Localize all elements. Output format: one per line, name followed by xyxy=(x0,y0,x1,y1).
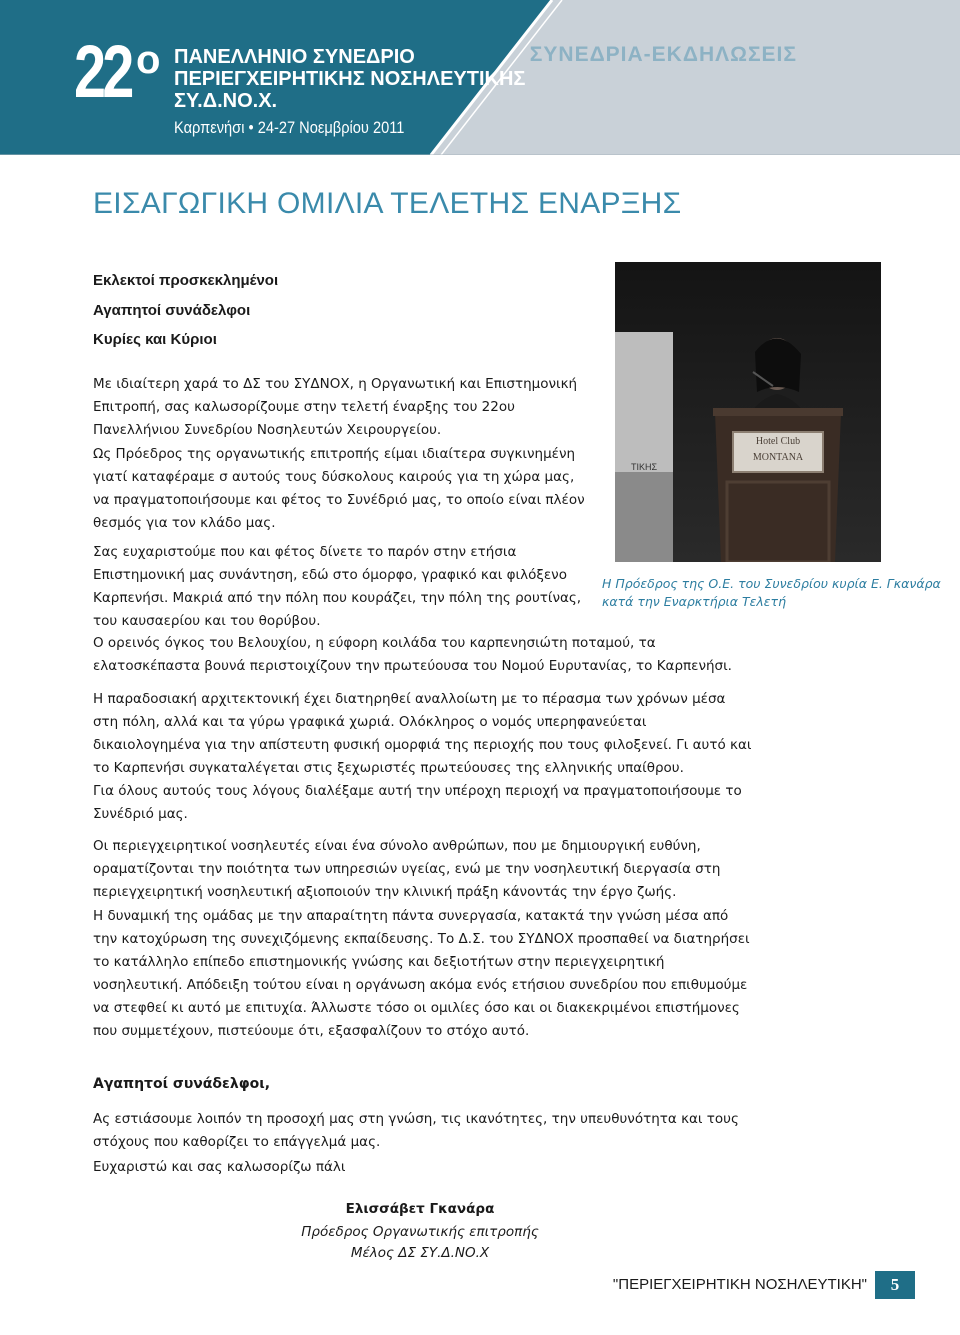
backdrop-text: ΤΙΚΗΣ xyxy=(630,462,658,472)
closing-paragraph: Ας εστιάσουμε λοιπόν τη προσοχή μας στη γνώση, τις ικανότητες, την υπευθυνότητα και τους στόχους που καθορίζει το επάγγελμά μας. xyxy=(93,1111,739,1150)
photo-caption: Η Πρόεδρος της Ο.Ε. του Συνεδρίου κυρία Ε. Γκανάρα κατά την Εναρκτήρια Τελετή xyxy=(602,576,941,609)
body-paragraph: Ο ορεινός όγκος του Βελουχίου, η εύφορη κοιλάδα του καρπενησιώτη ποταμού, τα ελατοσκέπαστα βουνά περιστοιχίζουν την πρωτεύουσα του Νομού Ευρυτανίας, το Καρπενήσι. xyxy=(93,635,732,674)
greeting-line: Κυρίες και Κύριοι xyxy=(93,331,217,348)
signature-role: Πρόεδρος Οργανωτικής επιτροπής xyxy=(301,1224,539,1240)
edition-number: 22 xyxy=(74,30,131,113)
greeting-line: Εκλεκτοί προσκεκλημένοι xyxy=(93,272,279,289)
lectern-sign: Hotel Club MONTANA xyxy=(752,436,804,463)
body-paragraph: Σας ευχαριστούμε που και φέτος δίνετε το παρόν στην ετήσια Επιστημονική μας συνάντηση, εδώ στο όμορφο, γραφικό και φιλόξενο Καρπενήσι. Μακριά από την πόλη που κουράζει, την πόλη της ρουτίνας, του καυσαερίου και του θορύβου. xyxy=(93,544,582,629)
greeting-line: Αγαπητοί συνάδελφοι xyxy=(93,302,251,319)
conference-location-date: Καρπενήσι • 24-27 Νοεμβρίου 2011 xyxy=(174,118,405,137)
page-number: 5 xyxy=(875,1271,915,1299)
section-label: ΣΥΝΕΔΡΙΑ-ΕΚΔΗΛΩΣΕΙΣ xyxy=(529,43,797,66)
body-paragraph: Ως Πρόεδρος της οργανωτικής επιτροπής είμαι ιδιαίτερα συγκινημένη γιατί καταφέραμε σ αυτούς τους δύσκολους καιρούς για τη χώρα μας, να πραγματοποιήσουμε και φέτος το Συνέδριό μας, το οποίο είναι πλέον θεσμός για τον κλάδο μας. xyxy=(93,446,585,531)
body-paragraph: Η δυναμική της ομάδας με την απαραίτητη πάντα συνεργασία, κατακτά την γνώση μέσα από την κατοχύρωση της συνεχιζόμενης εκπαίδευσης. Το Δ.Σ. του ΣΥΔΝΟΧ προσπαθεί να διατηρήσει το κατάλληλο επίπεδο επιστημονικής γνώσης και δεξιοτήτων στην περιεγχειρητική νοσηλευτική. Απόδειξη τούτου είναι η οργάνωση ακόμα ενός ετήσιου συνεδρίου που επιθυμούμε να στεφθεί κι αυτό με επιτυχία. Άλλωστε τόσο οι ομιλίες όσο και οι διακεκριμένοι επιστήμονες που συμμετέχουν, πιστεύουμε ότι, εξασφαλίζουν το στόχο αυτό. xyxy=(93,908,750,1039)
signature-name: Ελισσάβετ Γκανάρα xyxy=(345,1201,495,1217)
body-paragraph: Με ιδιαίτερη χαρά το ΔΣ του ΣΥΔΝΟΧ, η Οργανωτική και Επιστημονική Επιτροπή, σας καλωσορίζουμε στην τελετή έναρξης του 22ου Πανελλήνιου Συνεδρίου Νοσηλευτών Χειρουργείου. xyxy=(93,376,578,438)
body-paragraph: Για όλους αυτούς τους λόγους διαλέξαμε αυτή την υπέροχη περιοχή να πραγματοποιήσουμε το Συνέδριό μας. xyxy=(93,783,742,822)
body-paragraph: Η παραδοσιακή αρχιτεκτονική έχει διατηρηθεί αναλλοίωτη με το πέρασμα των χρόνων μέσα στη πόλη, αλλά και τα γύρω γραφικά χωριά. Ολόκληρος ο νομός υπερηφανεύεται δικαιολογημένα για την απίστευτη φυσική ομορφιά της περιοχής που τους φιλοξενεί. Γι αυτό και το Καρπενήσι συγκαταλέγεται στις ξεχωριστές πρωτεύουσες της ελληνικής υπαίθρου. xyxy=(93,691,752,776)
photo-illustration xyxy=(615,262,881,562)
body-paragraph: Οι περιεγχειρητικοί νοσηλευτές είναι ένα σύνολο ανθρώπων, που με δημιουργική ευθύνη, οραματίζονται την ποιότητα των υπηρεσιών υγείας, ενώ με την νοσηλευτική διεργασία στη περιεγχειρητική νοσηλευτική αξιοποιούν την κλινική πράξη κάνοντάς την έργο ζωής. xyxy=(93,838,721,900)
closing-greeting: Αγαπητοί συνάδελφοι, xyxy=(93,1076,271,1092)
speaker-photo xyxy=(615,262,881,562)
conference-name: ΠΑΝΕΛΛΗΝΙΟ ΣΥΝΕΔΡΙΟ ΠΕΡΙΕΓΧΕΙΡΗΤΙΚΗΣ ΝΟΣΗΛΕΥΤΙΚΗΣ ΣΥ.Δ.ΝΟ.Χ. xyxy=(174,46,526,112)
journal-name: "ΠΕΡΙΕΓΧΕΙΡΗΤΙΚΗ ΝΟΣΗΛΕΥΤΙΚΗ" xyxy=(612,1276,867,1293)
closing-paragraph: Ευχαριστώ και σας καλωσορίζω πάλι xyxy=(93,1159,346,1175)
signature-role: Μέλος ΔΣ ΣΥ.Δ.ΝΟ.Χ xyxy=(350,1245,490,1261)
page-header xyxy=(0,0,960,155)
article-title: ΕΙΣΑΓΩΓΙΚΗ ΟΜΙΛΙΑ ΤΕΛΕΤΗΣ ΕΝΑΡΞΗΣ xyxy=(93,187,682,220)
edition-suffix: ο xyxy=(136,38,161,82)
